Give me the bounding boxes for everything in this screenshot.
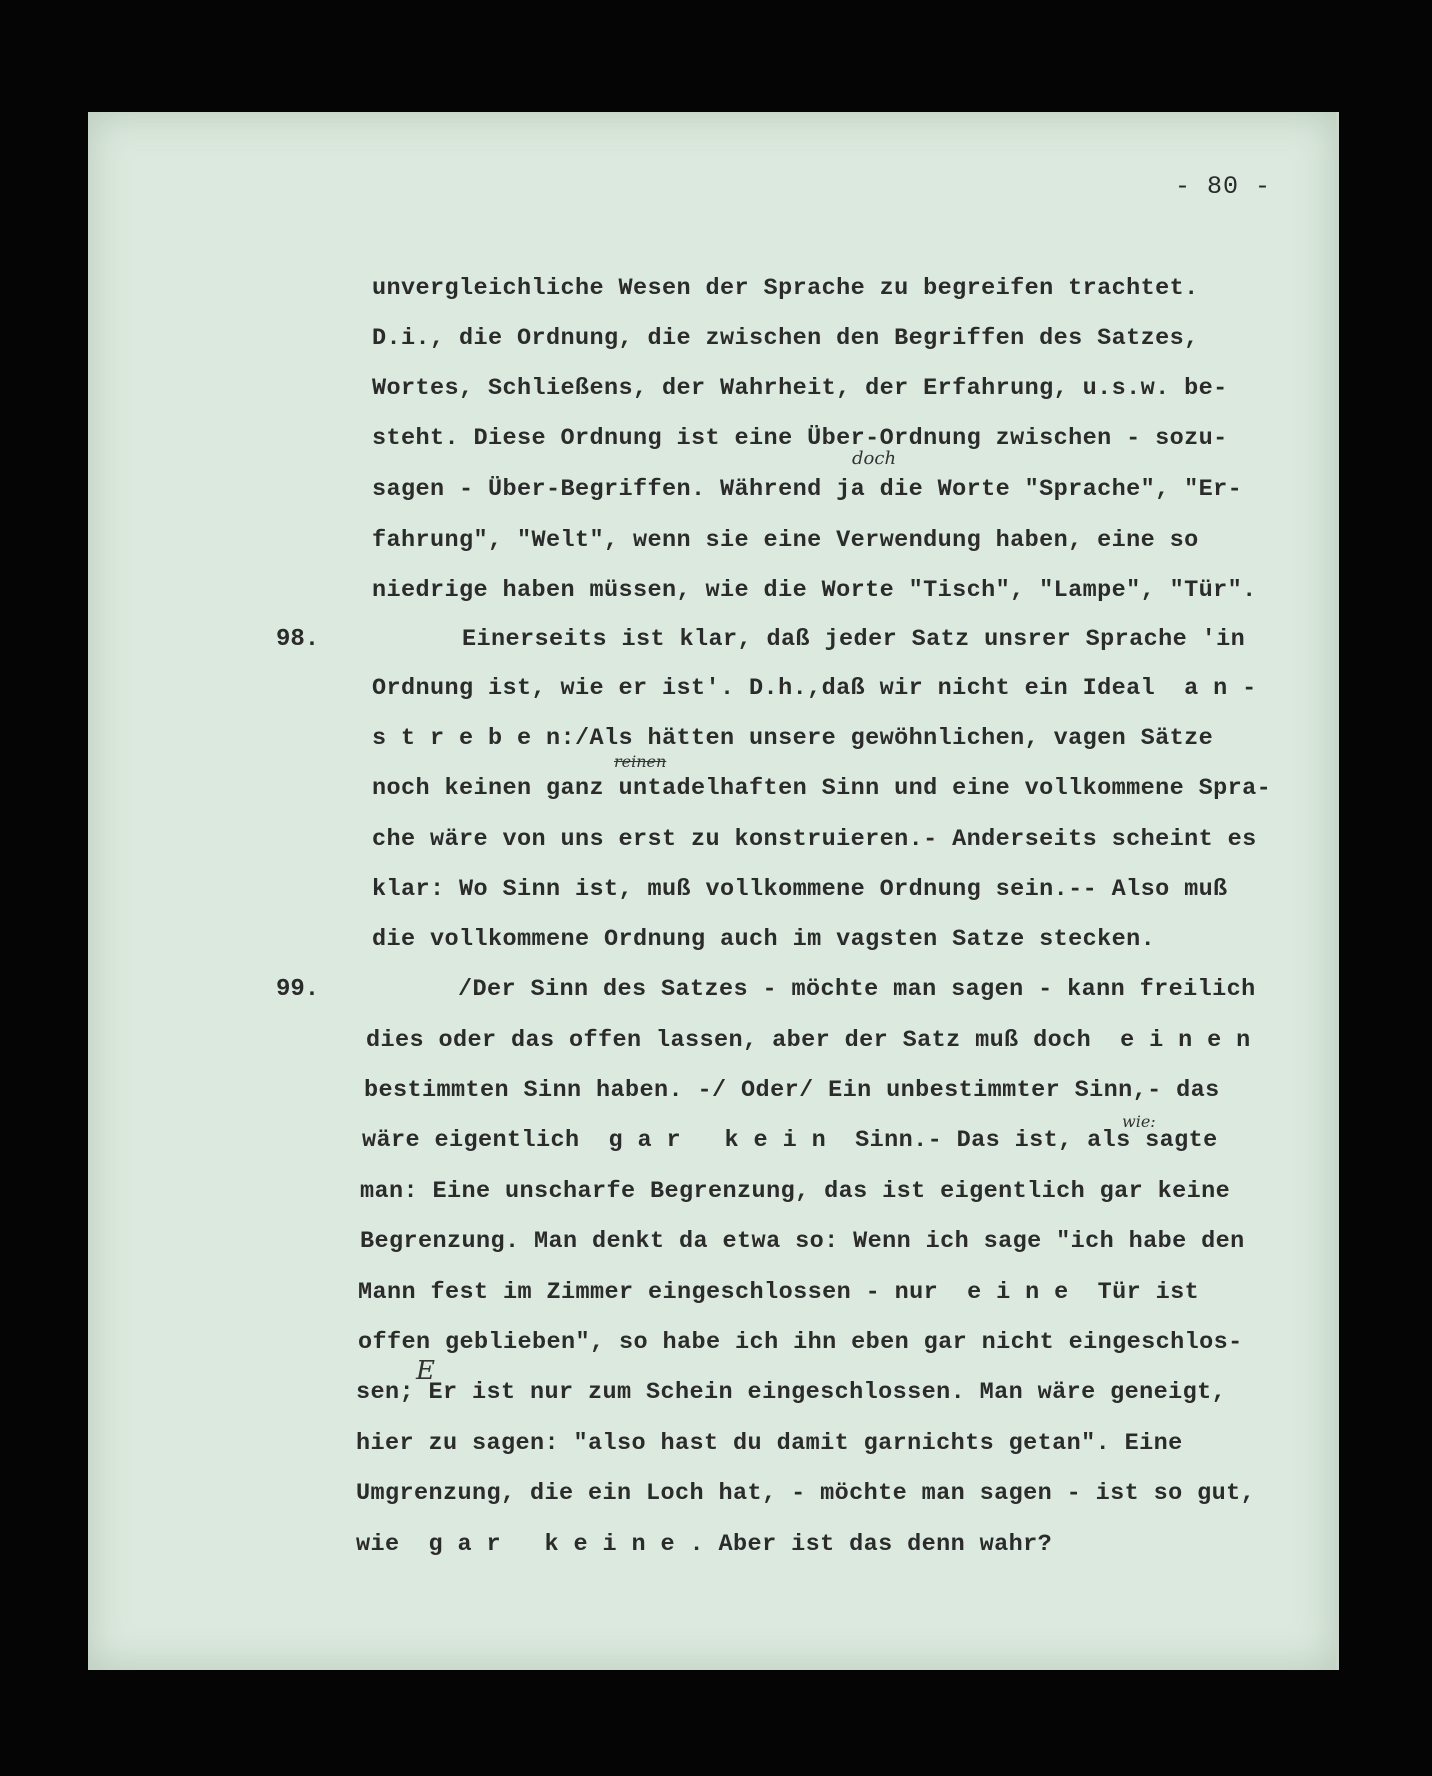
text-line-24: hier zu sagen: "also hast du damit garnichts getan". Eine xyxy=(356,1430,1183,1457)
text-line-4: steht. Diese Ordnung ist eine Über-Ordnung zwischen - sozu- xyxy=(372,425,1228,452)
page-number: - 80 - xyxy=(1175,172,1272,201)
handwritten-reinen: reinen xyxy=(614,752,667,771)
paragraph-number-99: 99. xyxy=(276,976,320,1003)
text-line-9: Ordnung ist, wie er ist'. D.h.,daß wir nicht ein Ideal a n - xyxy=(372,675,1257,702)
text-line-25: Umgrenzung, die ein Loch hat, - möchte man sagen - ist so gut, xyxy=(356,1480,1256,1507)
text-line-7: niedrige haben müssen, wie die Worte "Tisch", "Lampe", "Tür". xyxy=(372,577,1257,604)
text-line-8: Einerseits ist klar, daß jeder Satz unsrer Sprache 'in xyxy=(462,626,1246,653)
text-line-26: wie g a r k e i n e . Aber ist das denn wahr? xyxy=(356,1531,1053,1558)
handwritten-e: E xyxy=(416,1356,435,1386)
text-line-12: che wäre von uns erst zu konstruieren.- Anderseits scheint es xyxy=(372,826,1257,853)
paragraph-number-98: 98. xyxy=(276,626,320,653)
text-line-23: sen; Er ist nur zum Schein eingeschlossen. Man wäre geneigt, xyxy=(356,1379,1227,1406)
text-line-21: Mann fest im Zimmer eingeschlossen - nur e i n e Tür ist xyxy=(358,1279,1200,1306)
text-line-22: offen geblieben", so habe ich ihn eben gar nicht eingeschlos- xyxy=(358,1329,1243,1356)
text-line-13: klar: Wo Sinn ist, muß vollkommene Ordnung sein.-- Also muß xyxy=(372,876,1228,903)
text-line-6: fahrung", "Welt", wenn sie eine Verwendung haben, eine so xyxy=(372,527,1199,554)
text-line-17: bestimmten Sinn haben. -/ Oder/ Ein unbestimmter Sinn,- das xyxy=(364,1077,1220,1104)
text-line-14: die vollkommene Ordnung auch im vagsten Satze stecken. xyxy=(372,926,1156,953)
text-line-5: sagen - Über-Begriffen. Während ja die Worte "Sprache", "Er- xyxy=(372,476,1243,503)
text-line-10: s t r e b e n:/Als hätten unsere gewöhnlichen, vagen Sätze xyxy=(372,725,1214,752)
handwritten-wie: wie: xyxy=(1122,1112,1156,1131)
handwritten-doch: doch xyxy=(852,448,897,469)
text-line-20: Begrenzung. Man denkt da etwa so: Wenn ich sage "ich habe den xyxy=(360,1228,1245,1255)
text-line-3: Wortes, Schließens, der Wahrheit, der Erfahrung, u.s.w. be- xyxy=(372,375,1228,402)
text-line-16: dies oder das offen lassen, aber der Satz muß doch e i n e n xyxy=(366,1027,1251,1054)
text-line-11: noch keinen ganz untadelhaften Sinn und eine vollkommene Spra- xyxy=(372,775,1272,802)
text-line-19: man: Eine unscharfe Begrenzung, das ist eigentlich gar keine xyxy=(360,1178,1231,1205)
text-line-1: unvergleichliche Wesen der Sprache zu begreifen trachtet. xyxy=(372,275,1199,302)
text-line-15: /Der Sinn des Satzes - möchte man sagen - kann freilich xyxy=(458,976,1256,1003)
text-line-2: D.i., die Ordnung, die zwischen den Begriffen des Satzes, xyxy=(372,325,1199,352)
text-line-18: wäre eigentlich g a r k e i n Sinn.- Das ist, als sagte xyxy=(362,1127,1218,1154)
